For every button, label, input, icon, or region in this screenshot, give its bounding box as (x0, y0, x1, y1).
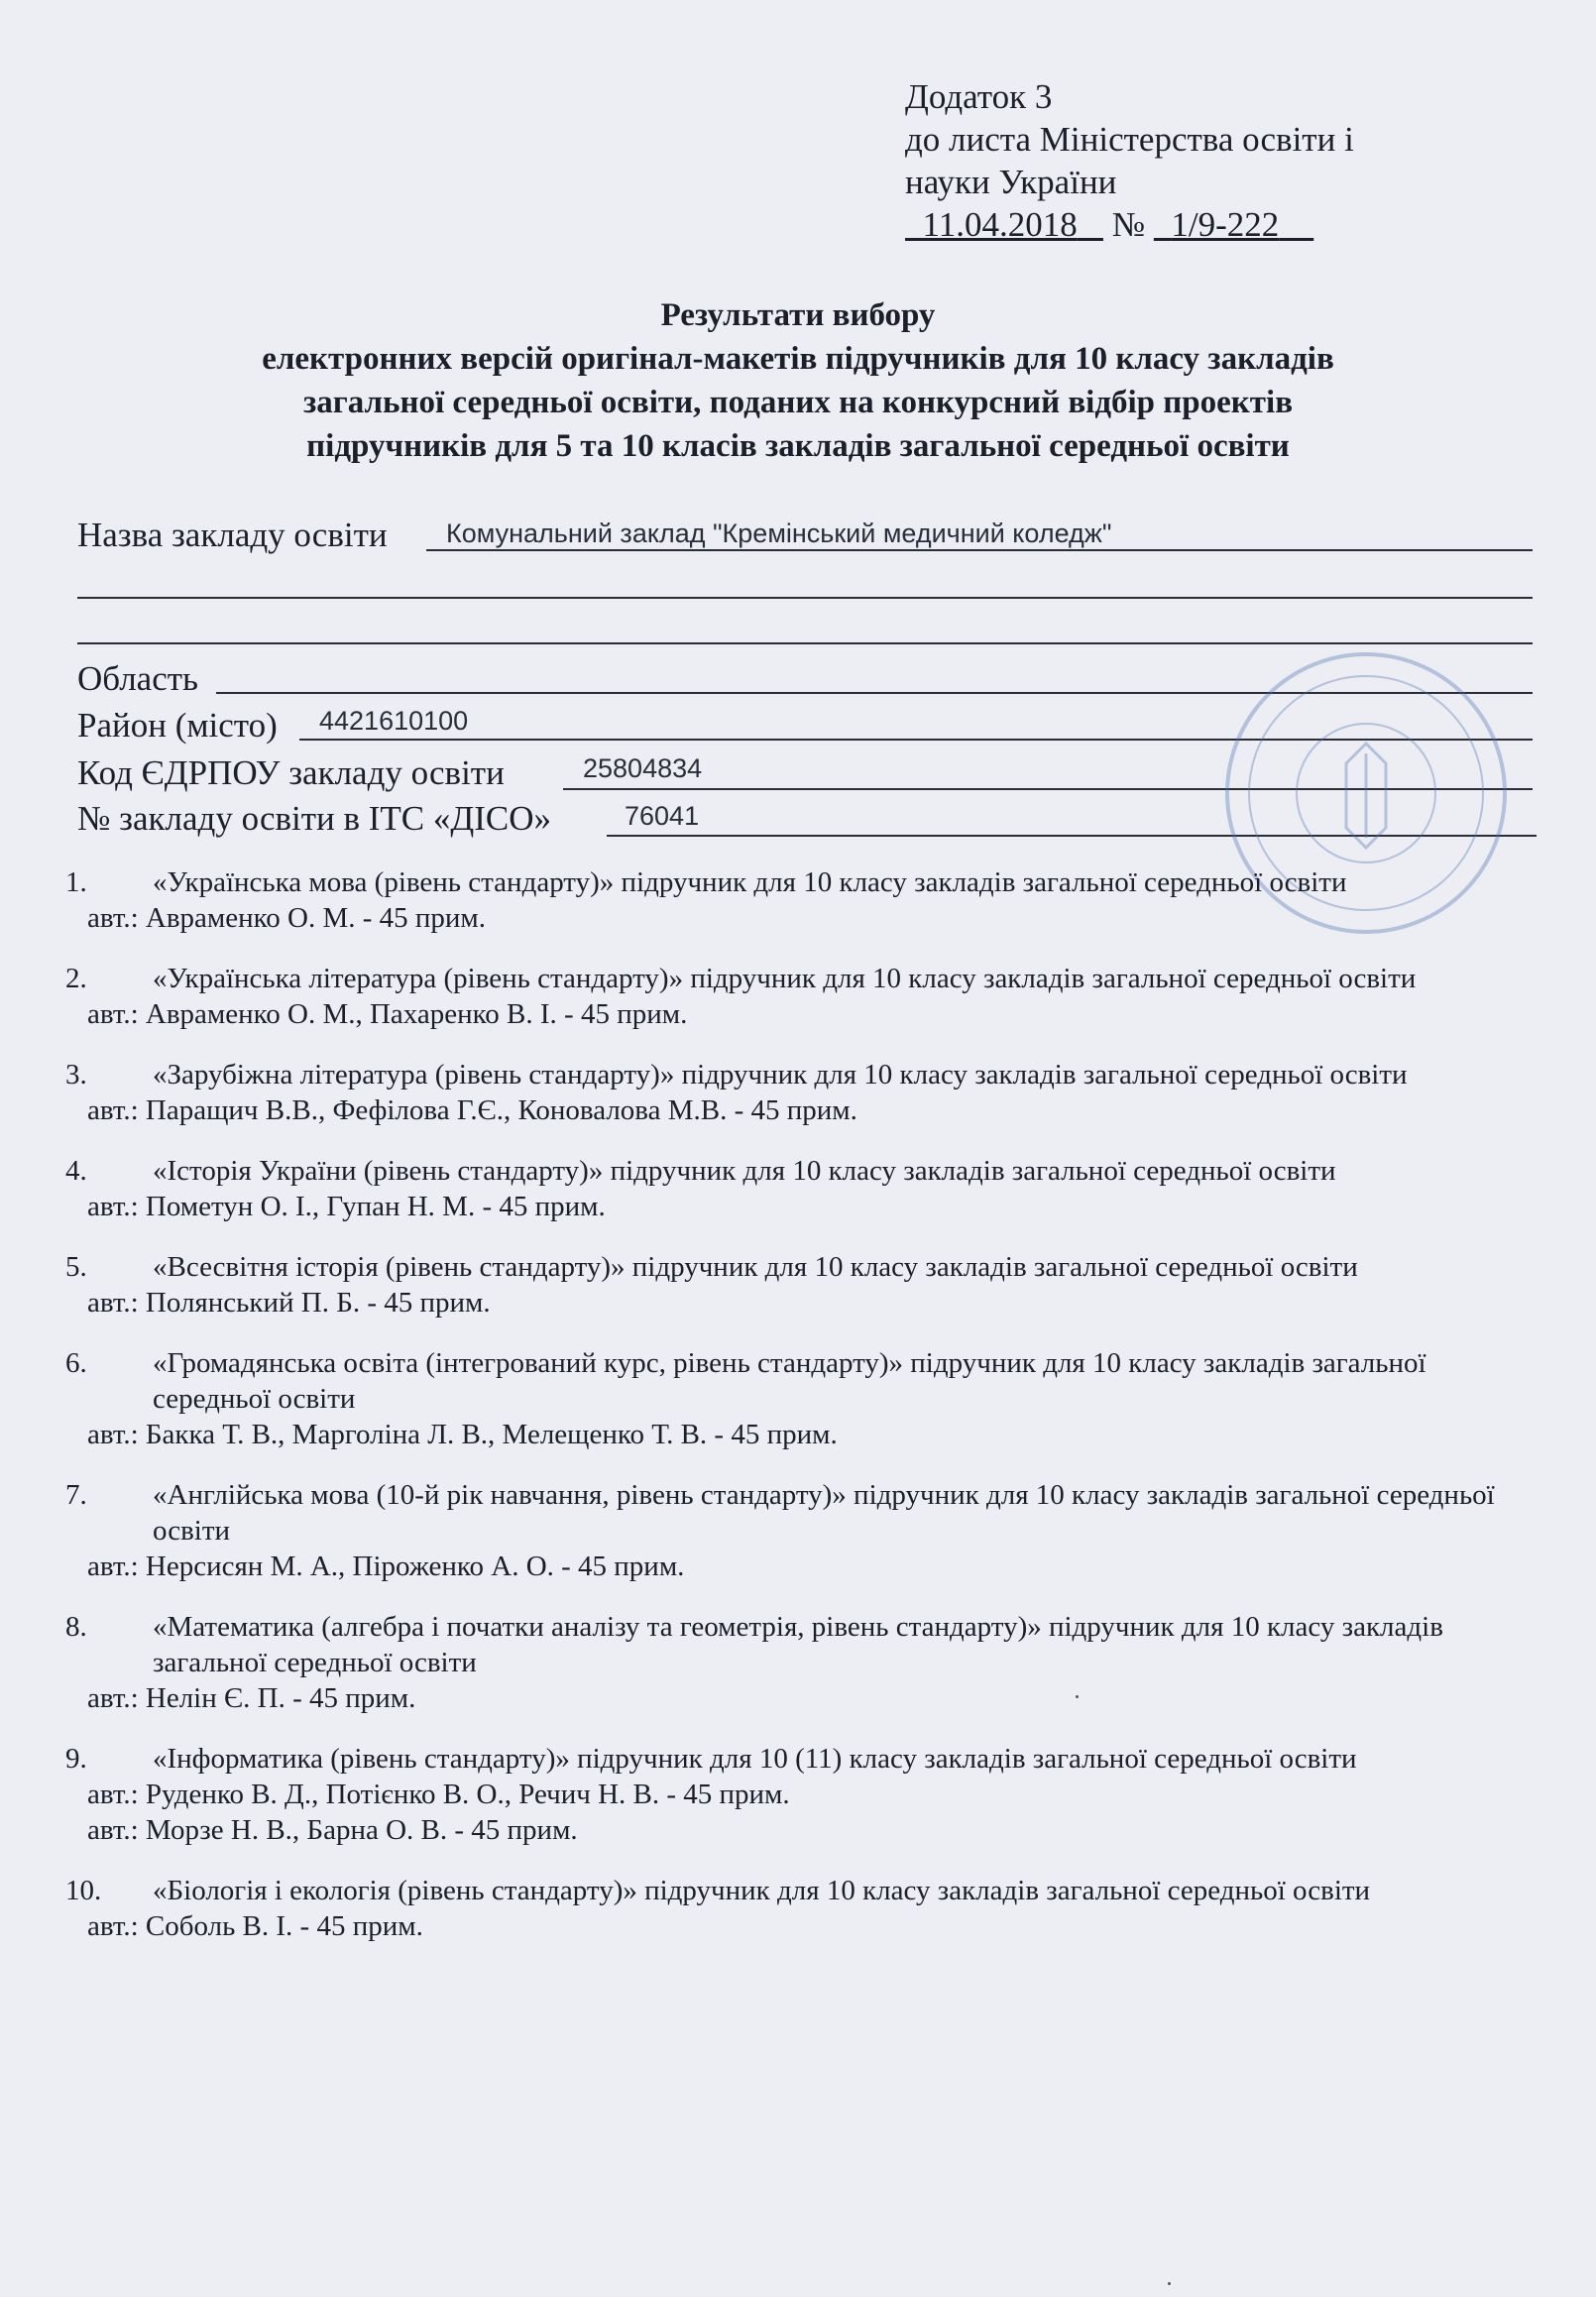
item-title: «Математика (алгебра і початки аналізу та геометрія, рівень стандарту)» підручник для 10 класу закладів загальної середньої освіти (153, 1611, 1443, 1678)
district-label: Район (місто) (77, 706, 278, 745)
title-line-3: загальної середньої освіти, поданих на конкурсний відбір проектів (302, 385, 1294, 420)
item-authors: авт.: Нерсисян М. А., Піроженко А. О. - 45 прим. (87, 1550, 685, 1582)
item-number: 1. (65, 866, 87, 898)
list-item (65, 1345, 1542, 1452)
item-number: 8. (65, 1611, 87, 1643)
item-authors: авт.: Соболь В. І. - 45 прим. (87, 1910, 423, 1942)
institution-value: Комунальний заклад "Кремінський медичний коледж" (446, 518, 1112, 548)
annex-date: 11.04.2018 (922, 205, 1078, 244)
title-line-2: електронних версій оригінал-макетів підручників для 10 класу закладів (262, 341, 1334, 377)
item-title: «Біологія і екологія (рівень стандарту)» підручник для 10 класу закладів загальної середньої освіти (153, 1875, 1371, 1906)
item-number: 3. (65, 1059, 87, 1091)
speck (1168, 2282, 1171, 2285)
annex-block (905, 75, 1354, 246)
itc-label: № закладу освіти в ІТС «ДІСО» (77, 799, 552, 838)
item-title: «Англійська мова (10-й рік навчання, рівень стандарту)» підручник для 10 класу закладів загальної середньої освіти (153, 1479, 1495, 1547)
edrpou-value: 25804834 (583, 753, 703, 783)
list-item (65, 864, 1542, 936)
item-authors: авт.: Авраменко О. М. - 45 прим. (87, 902, 487, 934)
list-item (65, 1249, 1542, 1321)
item-authors: авт.: Нелін Є. П. - 45 прим. (87, 1682, 416, 1714)
textbook-list (65, 864, 1542, 1969)
title-line-4: підручників для 5 та 10 класів закладів загальної середньої освіти (306, 428, 1290, 464)
item-title: «Всесвітня історія (рівень стандарту)» підручник для 10 класу закладів загальної середньої освіти (153, 1251, 1358, 1283)
title-line-1: Результати вибору (660, 297, 936, 333)
item-authors: авт.: Авраменко О. М., Пахаренко В. І. - 45 прим. (87, 998, 688, 1030)
edrpou-label: Код ЄДРПОУ закладу освіти (77, 753, 505, 792)
item-authors: авт.: Пометун О. І., Гупан Н. М. - 45 прим. (87, 1191, 606, 1222)
institution-underline (426, 549, 1533, 551)
document-title (0, 293, 1596, 468)
item-title: «Історія України (рівень стандарту)» підручник для 10 класу закладів загальної середньої освіти (153, 1155, 1336, 1187)
item-authors: авт.: Морзе Н. В., Барна О. В. - 45 прим. (87, 1814, 578, 1846)
list-item (65, 1609, 1542, 1716)
annex-ministry-line: науки України (905, 163, 1117, 201)
list-item (65, 961, 1542, 1032)
list-item (65, 1873, 1542, 1944)
annex-letter-line: до листа Міністерства освіти і (905, 120, 1354, 159)
institution-label: Назва закладу освіти (77, 516, 388, 554)
item-authors: авт.: Полянський П. Б. - 45 прим. (87, 1287, 491, 1319)
list-item (65, 1153, 1542, 1224)
annex-date-number (905, 203, 1354, 246)
item-title: «Зарубіжна література (рівень стандарту)» підручник для 10 класу закладів загальної середньої освіти (153, 1059, 1408, 1091)
item-number: 7. (65, 1479, 87, 1511)
item-title: «Громадянська освіта (інтегрований курс, рівень стандарту)» підручник для 10 класу закладів загальної середньої освіти (153, 1347, 1426, 1415)
item-authors: авт.: Бакка Т. В., Марголіна Л. В., Мелещенко Т. В. - 45 прим. (87, 1419, 838, 1450)
item-number: 2. (65, 963, 87, 994)
item-number: 5. (65, 1251, 87, 1283)
item-number: 6. (65, 1347, 87, 1379)
item-title: «Українська мова (рівень стандарту)» підручник для 10 класу закладів загальної середньої освіти (153, 866, 1347, 898)
annex-title: Додаток 3 (905, 77, 1053, 116)
region-label: Область (77, 659, 199, 698)
speck (1076, 1695, 1079, 1698)
annex-number-sign: № (1111, 205, 1146, 244)
district-value: 4421610100 (319, 706, 469, 736)
item-authors: авт.: Паращич В.В., Фефілова Г.Є., Коновалова М.В. - 45 прим. (87, 1094, 857, 1126)
item-number: 10. (65, 1875, 102, 1906)
list-item (65, 1741, 1542, 1848)
item-authors: авт.: Руденко В. Д., Потієнко В. О., Речич Н. В. - 45 прим. (87, 1779, 790, 1810)
list-item (65, 1477, 1542, 1584)
item-title: «Інформатика (рівень стандарту)» підручник для 10 (11) класу закладів загальної середньої освіти (153, 1743, 1357, 1775)
list-item (65, 1057, 1542, 1128)
annex-number: 1/9-222 (1171, 205, 1280, 244)
item-number: 9. (65, 1743, 87, 1775)
institution-underline-2 (77, 597, 1533, 599)
itc-value: 76041 (625, 801, 700, 831)
item-title: «Українська література (рівень стандарту)» підручник для 10 класу закладів загальної середньої освіти (153, 963, 1417, 994)
item-number: 4. (65, 1155, 87, 1187)
